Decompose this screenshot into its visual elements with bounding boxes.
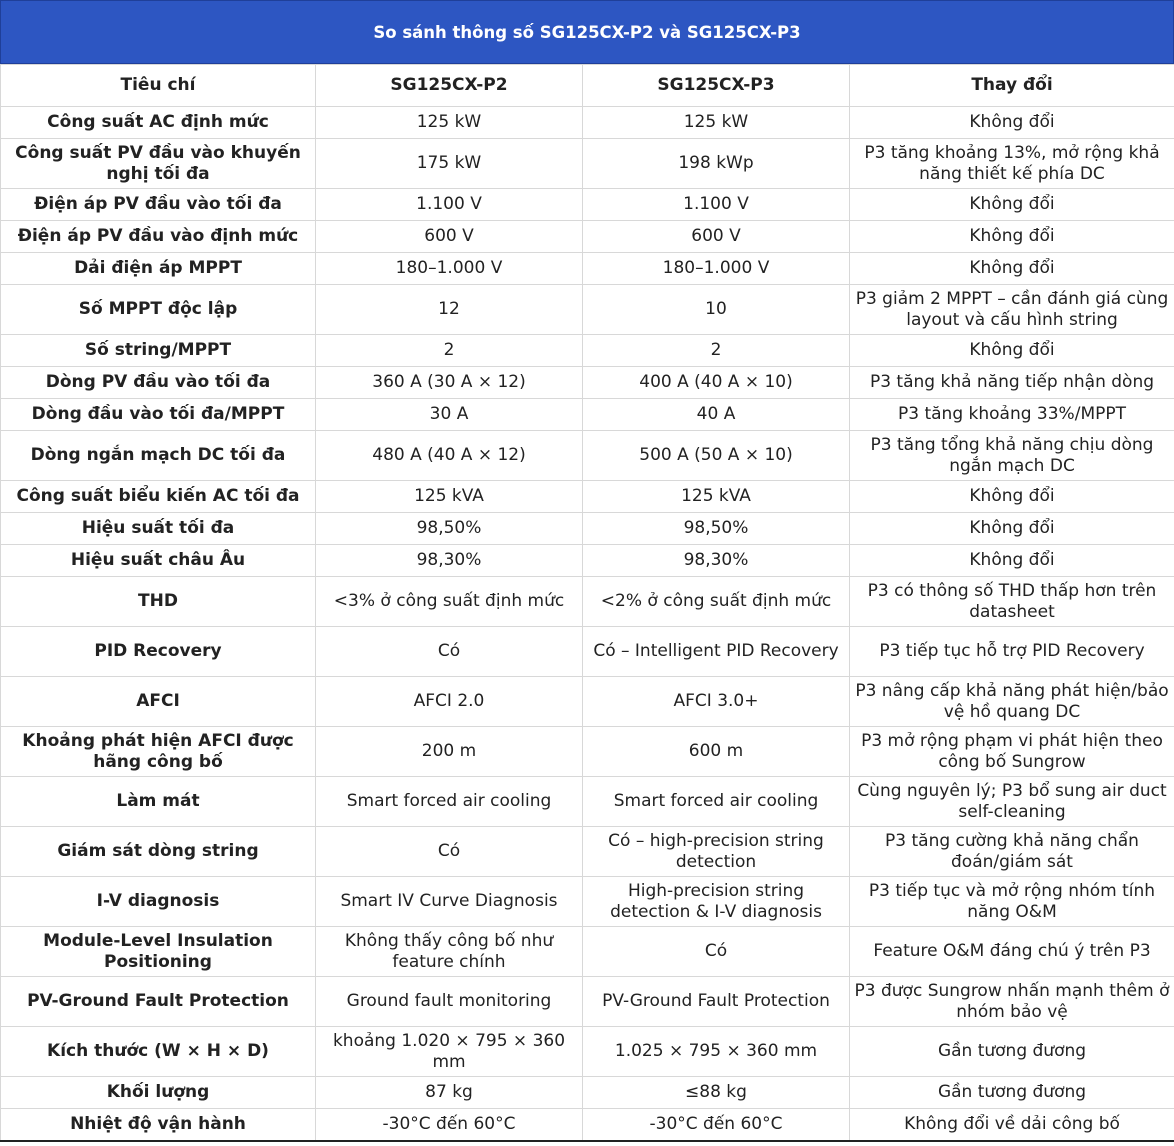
p3-cell: 10 — [583, 285, 850, 335]
p3-cell: 1.100 V — [583, 189, 850, 221]
change-cell: P3 có thông số THD thấp hơn trên datasheet — [850, 577, 1174, 627]
change-cell: P3 tăng khả năng tiếp nhận dòng — [850, 367, 1174, 399]
table-row — [1, 727, 1174, 777]
p2-cell: Smart IV Curve Diagnosis — [316, 877, 583, 927]
table-row — [1, 285, 1174, 335]
table-row — [1, 927, 1174, 977]
table-row — [1, 777, 1174, 827]
p3-cell: 2 — [583, 335, 850, 367]
p2-cell: Không thấy công bố như feature chính — [316, 927, 583, 977]
change-cell: Không đổi — [850, 253, 1174, 285]
p3-cell: Có – Intelligent PID Recovery — [583, 627, 850, 677]
criteria-cell: Số MPPT độc lập — [1, 285, 316, 335]
criteria-cell: I-V diagnosis — [1, 877, 316, 927]
change-cell: Không đổi — [850, 107, 1174, 139]
criteria-cell: Làm mát — [1, 777, 316, 827]
p3-cell: 500 A (50 A × 10) — [583, 431, 850, 481]
table-row — [1, 481, 1174, 513]
criteria-cell: Nhiệt độ vận hành — [1, 1109, 316, 1141]
criteria-cell: Hiệu suất tối đa — [1, 513, 316, 545]
criteria-cell: Công suất AC định mức — [1, 107, 316, 139]
change-cell: P3 nâng cấp khả năng phát hiện/bảo vệ hồ quang DC — [850, 677, 1174, 727]
table-row — [1, 577, 1174, 627]
change-cell: Gần tương đương — [850, 1077, 1174, 1109]
p2-cell: 125 kW — [316, 107, 583, 139]
change-cell: P3 tăng cường khả năng chẩn đoán/giám sát — [850, 827, 1174, 877]
table-row — [1, 1027, 1174, 1077]
p2-cell: Ground fault monitoring — [316, 977, 583, 1027]
change-cell: Không đổi — [850, 335, 1174, 367]
change-cell: P3 mở rộng phạm vi phát hiện theo công bố Sungrow — [850, 727, 1174, 777]
table-row — [1, 877, 1174, 927]
table-row — [1, 189, 1174, 221]
p3-cell: 1.025 × 795 × 360 mm — [583, 1027, 850, 1077]
change-cell: Không đổi — [850, 481, 1174, 513]
p2-cell: 87 kg — [316, 1077, 583, 1109]
p3-cell: 600 V — [583, 221, 850, 253]
change-cell: P3 tăng khoảng 13%, mở rộng khả năng thiết kế phía DC — [850, 139, 1174, 189]
p2-cell: Có — [316, 827, 583, 877]
p2-cell: 480 A (40 A × 12) — [316, 431, 583, 481]
criteria-cell: Khoảng phát hiện AFCI được hãng công bố — [1, 727, 316, 777]
table-row — [1, 107, 1174, 139]
header-change: Thay đổi — [850, 65, 1174, 107]
p3-cell: 400 A (40 A × 10) — [583, 367, 850, 399]
header-criteria: Tiêu chí — [1, 65, 316, 107]
table-row — [1, 677, 1174, 727]
p3-cell: 125 kW — [583, 107, 850, 139]
table-row — [1, 399, 1174, 431]
criteria-cell: AFCI — [1, 677, 316, 727]
change-cell: P3 tiếp tục hỗ trợ PID Recovery — [850, 627, 1174, 677]
change-cell: Không đổi — [850, 513, 1174, 545]
table-row — [1, 367, 1174, 399]
p3-cell: 600 m — [583, 727, 850, 777]
criteria-cell: Module-Level Insulation Positioning — [1, 927, 316, 977]
p3-cell: 198 kWp — [583, 139, 850, 189]
criteria-cell: PV-Ground Fault Protection — [1, 977, 316, 1027]
change-cell: Không đổi về dải công bố — [850, 1109, 1174, 1141]
p3-cell: 125 kVA — [583, 481, 850, 513]
p3-cell: <2% ở công suất định mức — [583, 577, 850, 627]
p3-cell: High-precision string detection & I-V diagnosis — [583, 877, 850, 927]
p3-cell: 98,30% — [583, 545, 850, 577]
table-row — [1, 513, 1174, 545]
table-row — [1, 221, 1174, 253]
criteria-cell: Giám sát dòng string — [1, 827, 316, 877]
criteria-cell: Điện áp PV đầu vào định mức — [1, 221, 316, 253]
table-row — [1, 139, 1174, 189]
change-cell: P3 giảm 2 MPPT – cần đánh giá cùng layout và cấu hình string — [850, 285, 1174, 335]
p2-cell: 12 — [316, 285, 583, 335]
p2-cell: 175 kW — [316, 139, 583, 189]
change-cell: Không đổi — [850, 189, 1174, 221]
p2-cell: khoảng 1.020 × 795 × 360 mm — [316, 1027, 583, 1077]
criteria-cell: Dòng đầu vào tối đa/MPPT — [1, 399, 316, 431]
criteria-cell: Dòng PV đầu vào tối đa — [1, 367, 316, 399]
change-cell: Cùng nguyên lý; P3 bổ sung air duct self-cleaning — [850, 777, 1174, 827]
table-row — [1, 431, 1174, 481]
header-p2: SG125CX-P2 — [316, 65, 583, 107]
p2-cell: 98,30% — [316, 545, 583, 577]
p3-cell: Có – high-precision string detection — [583, 827, 850, 877]
p2-cell: 2 — [316, 335, 583, 367]
table-row — [1, 1077, 1174, 1109]
p3-cell: ≤88 kg — [583, 1077, 850, 1109]
criteria-cell: Công suất biểu kiến AC tối đa — [1, 481, 316, 513]
p3-cell: AFCI 3.0+ — [583, 677, 850, 727]
table-row — [1, 827, 1174, 877]
p2-cell: 360 A (30 A × 12) — [316, 367, 583, 399]
p3-cell: 98,50% — [583, 513, 850, 545]
criteria-cell: PID Recovery — [1, 627, 316, 677]
p2-cell: 1.100 V — [316, 189, 583, 221]
p3-cell: PV-Ground Fault Protection — [583, 977, 850, 1027]
criteria-cell: Công suất PV đầu vào khuyến nghị tối đa — [1, 139, 316, 189]
change-cell: Gần tương đương — [850, 1027, 1174, 1077]
p2-cell: -30°C đến 60°C — [316, 1109, 583, 1141]
p2-cell: 125 kVA — [316, 481, 583, 513]
criteria-cell: Kích thước (W × H × D) — [1, 1027, 316, 1077]
p2-cell: 98,50% — [316, 513, 583, 545]
p3-cell: 180–1.000 V — [583, 253, 850, 285]
p2-cell: 180–1.000 V — [316, 253, 583, 285]
table-row — [1, 627, 1174, 677]
p3-cell: Có — [583, 927, 850, 977]
criteria-cell: Điện áp PV đầu vào tối đa — [1, 189, 316, 221]
p2-cell: 30 A — [316, 399, 583, 431]
p3-cell: Smart forced air cooling — [583, 777, 850, 827]
header-row — [1, 65, 1174, 107]
p2-cell: 200 m — [316, 727, 583, 777]
p2-cell: Smart forced air cooling — [316, 777, 583, 827]
header-p3: SG125CX-P3 — [583, 65, 850, 107]
p2-cell: AFCI 2.0 — [316, 677, 583, 727]
table-row — [1, 545, 1174, 577]
table-body — [1, 107, 1174, 1141]
comparison-table — [0, 64, 1174, 1142]
change-cell: Không đổi — [850, 545, 1174, 577]
criteria-cell: THD — [1, 577, 316, 627]
table-row — [1, 253, 1174, 285]
criteria-cell: Số string/MPPT — [1, 335, 316, 367]
change-cell: Không đổi — [850, 221, 1174, 253]
change-cell: P3 tăng tổng khả năng chịu dòng ngắn mạch DC — [850, 431, 1174, 481]
table-row — [1, 335, 1174, 367]
table-row — [1, 1109, 1174, 1141]
table-title: So sánh thông số SG125CX-P2 và SG125CX-P3 — [0, 0, 1174, 64]
change-cell: P3 tăng khoảng 33%/MPPT — [850, 399, 1174, 431]
criteria-cell: Dải điện áp MPPT — [1, 253, 316, 285]
p2-cell: 600 V — [316, 221, 583, 253]
p3-cell: 40 A — [583, 399, 850, 431]
change-cell: Feature O&M đáng chú ý trên P3 — [850, 927, 1174, 977]
change-cell: P3 được Sungrow nhấn mạnh thêm ở nhóm bảo vệ — [850, 977, 1174, 1027]
criteria-cell: Khối lượng — [1, 1077, 316, 1109]
p3-cell: -30°C đến 60°C — [583, 1109, 850, 1141]
criteria-cell: Hiệu suất châu Âu — [1, 545, 316, 577]
change-cell: P3 tiếp tục và mở rộng nhóm tính năng O&M — [850, 877, 1174, 927]
table-row — [1, 977, 1174, 1027]
p2-cell: Có — [316, 627, 583, 677]
criteria-cell: Dòng ngắn mạch DC tối đa — [1, 431, 316, 481]
p2-cell: <3% ở công suất định mức — [316, 577, 583, 627]
